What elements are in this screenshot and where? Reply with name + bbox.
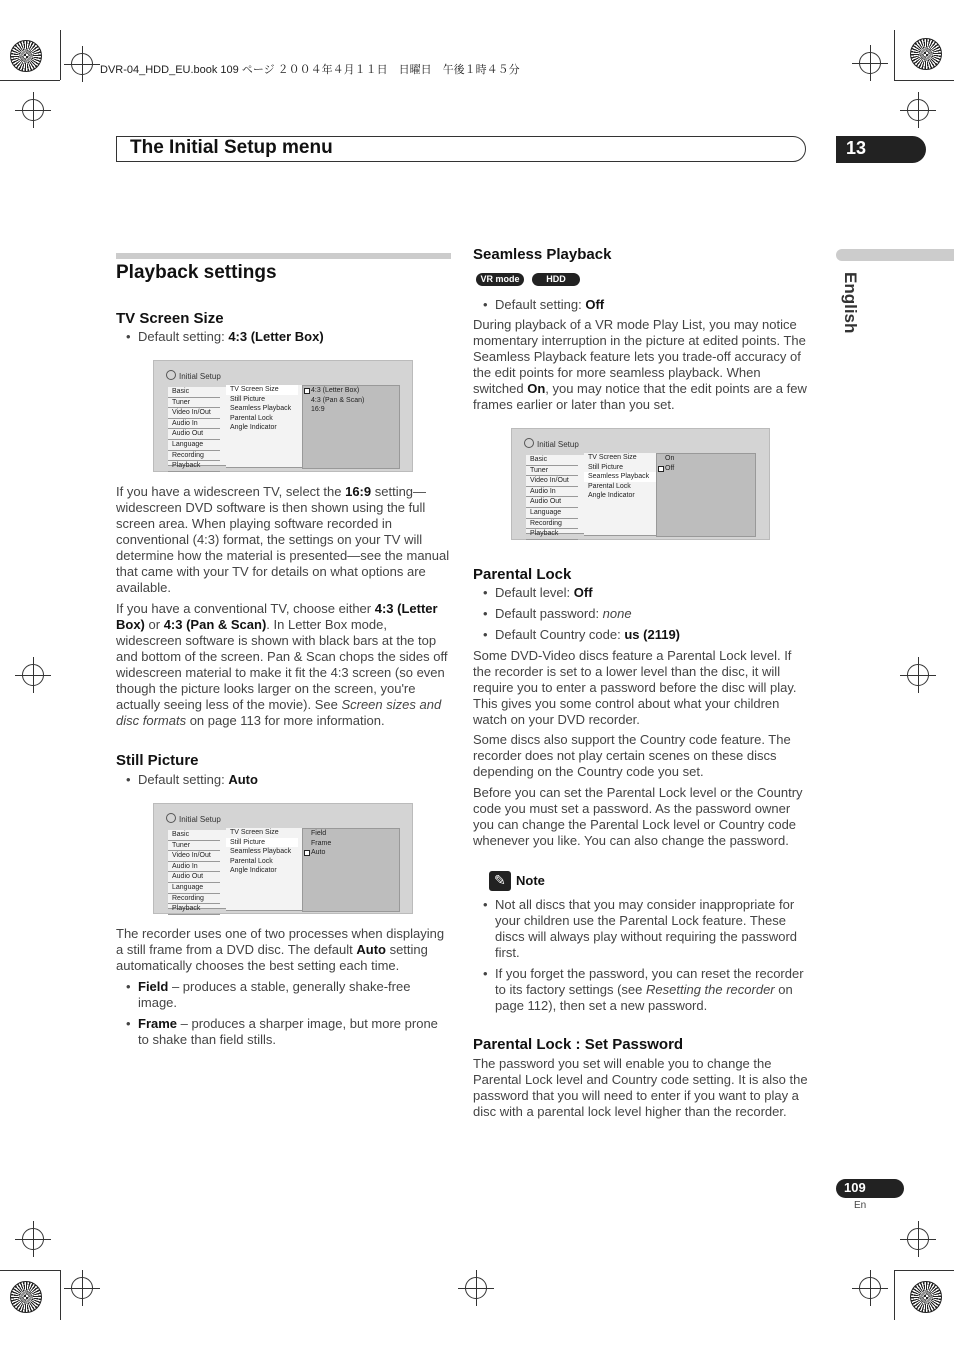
menu-title: Initial Setup (166, 813, 221, 824)
parental-para1: Some DVD-Video discs feature a Parental Lock level. If the recorder is set to a lower level than the disc, it will require you to enter a password before the disc will play. This gives you some control about what your children watch on your DVD recorder. (473, 648, 797, 727)
value-list (302, 385, 400, 469)
language-tab (836, 249, 954, 261)
parental-para2: Some discs also support the Country code feature. The recorder does not play certain scenes on these discs depending on the Country code you set. (473, 732, 791, 779)
crop-mark (894, 80, 954, 81)
menu-item: Video In/Out (168, 408, 220, 419)
still-picture-field: • Field – produces a stable, generally shake-free image. (116, 979, 451, 1011)
vr-mode-badge: VR mode (476, 273, 524, 286)
menu-title: Initial Setup (166, 370, 221, 381)
value-item: Field (311, 830, 327, 837)
option-item: Parental Lock (588, 482, 631, 490)
note-item: • Not all discs that you may consider inappropriate for your children use the Parental Lock feature. These discs will always play without requiring the password first. (473, 897, 808, 961)
menu-item: Basic (526, 455, 578, 466)
menu-item: Audio In (168, 419, 220, 430)
menu-item: Language (168, 883, 220, 894)
option-item: Angle Indicator (588, 492, 635, 500)
crosshair-icon (907, 664, 929, 686)
menu-item: Language (526, 508, 578, 519)
menu-item: Recording (168, 451, 220, 462)
option-item: Angle Indicator (230, 424, 277, 432)
page-title: The Initial Setup menu (130, 137, 333, 158)
menu-title: Initial Setup (524, 438, 579, 449)
crop-mark (894, 1270, 954, 1271)
registration-burst-icon (10, 40, 42, 72)
set-password-heading: Parental Lock : Set Password (473, 1036, 684, 1053)
menu-list (526, 455, 585, 538)
crosshair-icon (907, 1228, 929, 1250)
option-list (226, 828, 303, 911)
value-item: Auto (303, 848, 399, 858)
menu-item: Recording (168, 894, 220, 905)
hdd-badge: HDD (532, 273, 580, 286)
parental-default-password: • Default password: none (473, 606, 808, 622)
tv-screen-size-para2: If you have a conventional TV, choose either 4:3 (Letter Box) or 4:3 (Pan & Scan). In Letter Box mode, widescreen software is shown with black bars at the top and bottom of the screen. Pan & Scan chops the sides off widescreen material to make it fit the 4:3 screen (so even though the picture looks larger on the screen, you're actually seeing less of the movie). See Screen sizes and disc formats on page 113 for more information. (116, 601, 448, 728)
disc-icon (166, 813, 176, 823)
value-list (302, 828, 400, 912)
file-header: DVR-04_HDD_EU.book 109 ページ ２００４年４月１１日 日曜日 午後１時４５分 (100, 64, 520, 76)
menu-item: Audio Out (526, 497, 578, 508)
crop-mark (894, 30, 895, 80)
crop-mark (60, 30, 61, 80)
disc-icon (524, 438, 534, 448)
parental-default-country: • Default Country code: us (2119) (473, 627, 808, 643)
option-list (584, 453, 657, 536)
menu-screenshot-still-picture (153, 803, 413, 914)
menu-item: Basic (168, 387, 220, 398)
crosshair-icon (71, 53, 93, 75)
menu-item: Video In/Out (526, 476, 578, 487)
option-item: Parental Lock (230, 414, 273, 422)
registration-burst-icon (910, 1281, 942, 1313)
chapter-number: 13 (836, 136, 926, 163)
section-bar (116, 253, 451, 259)
value-item: On (665, 455, 675, 462)
menu-item: Basic (168, 830, 220, 841)
menu-item: Playback (168, 461, 220, 472)
menu-item: Tuner (526, 466, 578, 477)
note-item: • If you forget the password, you can reset the recorder to its factory settings (see Resetting the recorder on page 112), then set a new password. (473, 966, 808, 1014)
crosshair-icon (907, 99, 929, 121)
menu-item: Tuner (168, 398, 220, 409)
option-list (226, 385, 303, 468)
crop-mark (894, 1270, 895, 1320)
registration-burst-icon (910, 38, 942, 70)
page-number: 109 (836, 1179, 904, 1198)
option-item: Still Picture (588, 463, 624, 471)
note-pencil-icon (489, 871, 511, 891)
option-item: Parental Lock (230, 857, 273, 865)
crosshair-icon (22, 664, 44, 686)
crosshair-icon (22, 1228, 44, 1250)
seamless-default: • Default setting: Off (473, 297, 808, 313)
menu-item: Tuner (168, 841, 220, 852)
crop-mark (0, 1270, 60, 1271)
option-item: TV Screen Size (226, 385, 298, 395)
option-item: Still Picture (230, 395, 266, 403)
option-item: TV Screen Size (230, 829, 279, 836)
value-item: 4:3 (Pan & Scan) (311, 396, 365, 404)
crop-mark (60, 1270, 61, 1320)
crosshair-icon (859, 52, 881, 74)
value-item: 16:9 (311, 406, 325, 414)
section-title: Playback settings (116, 262, 277, 283)
menu-screenshot-seamless (511, 428, 770, 540)
menu-item: Audio Out (168, 872, 220, 883)
registration-burst-icon (10, 1281, 42, 1313)
crosshair-icon (465, 1277, 487, 1299)
option-item: Angle Indicator (230, 867, 277, 875)
option-item: TV Screen Size (588, 454, 637, 461)
still-picture-para: The recorder uses one of two processes when displaying a still frame from a DVD disc. The default Auto setting automatically chooses the best setting each time. (116, 926, 445, 973)
still-picture-frame: • Frame – produces a sharper image, but more prone to shake than field stills. (116, 1016, 451, 1048)
tv-screen-size-default: • Default setting: 4:3 (Letter Box) (116, 329, 451, 345)
language-label: English (841, 272, 860, 334)
disc-icon (166, 370, 176, 380)
tv-screen-size-para1: If you have a widescreen TV, select the 16:9 setting—widescreen DVD software is then shown using the full screen area. When playing software recorded in conventional (4:3) format, the settings on your TV will determine how the material is presented—see the manual that came with your TV for details on what options are available. (116, 484, 450, 595)
menu-screenshot-tv-screen-size (153, 360, 413, 472)
value-item: Off (657, 464, 755, 474)
option-item: Seamless Playback (230, 848, 292, 856)
menu-item: Recording (526, 519, 578, 530)
parental-para3: Before you can set the Parental Lock level or the Country code you must set a password. As the password owner you can change the Parental Lock level or Country code whenever you like. You can also change the password. (473, 785, 803, 848)
value-item: Frame (311, 839, 332, 847)
crosshair-icon (22, 99, 44, 121)
menu-item: Playback (526, 529, 578, 540)
option-item: Seamless Playback (230, 405, 292, 413)
menu-item: Language (168, 440, 220, 451)
menu-list (168, 830, 227, 913)
crop-mark (0, 80, 60, 81)
parental-default-level: • Default level: Off (473, 585, 808, 601)
menu-item: Playback (168, 904, 220, 915)
menu-item: Audio Out (168, 429, 220, 440)
still-picture-default: • Default setting: Auto (116, 772, 451, 788)
crosshair-icon (71, 1277, 93, 1299)
menu-list (168, 387, 227, 470)
note-label: Note (516, 873, 545, 888)
menu-item: Audio In (526, 487, 578, 498)
option-item: Seamless Playback (584, 472, 656, 482)
menu-item: Video In/Out (168, 851, 220, 862)
still-picture-heading: Still Picture (116, 752, 199, 769)
value-item: 4:3 (Letter Box) (303, 386, 399, 396)
set-password-para: The password you set will enable you to change the Parental Lock level and Country code setting. It is also the password that you will need to enter if you want to play a disc with a parental lock level higher than the recorder. (473, 1056, 808, 1119)
menu-item: Audio In (168, 862, 220, 873)
value-list (656, 453, 756, 537)
tv-screen-size-heading: TV Screen Size (116, 310, 224, 327)
seamless-para: During playback of a VR mode Play List, you may notice momentary interruption in the picture at edited points. The Seamless Playback feature lets you trade-off accuracy of the edit points for more seamless playback. When switched On, you may notice that the edit points are a few frames earlier or later than you set. (473, 317, 807, 412)
page-language: En (854, 1200, 867, 1211)
seamless-heading: Seamless Playback (473, 246, 612, 263)
parental-lock-heading: Parental Lock (473, 566, 572, 583)
option-item: Still Picture (226, 838, 298, 848)
crosshair-icon (859, 1277, 881, 1299)
